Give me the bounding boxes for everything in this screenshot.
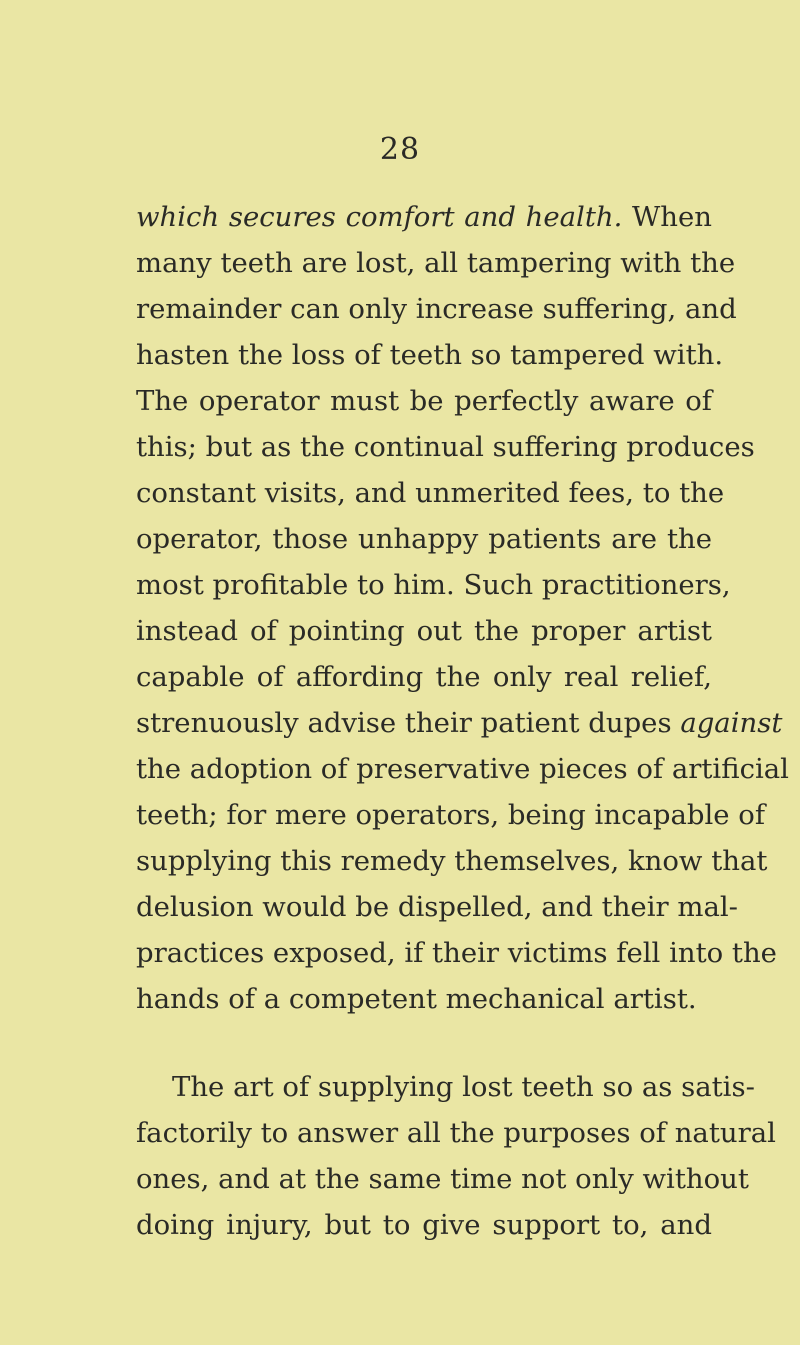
text-segment: supplying this remedy themselves, know that [136,845,768,877]
text-segment: operator, those unhappy patients are the [136,523,712,555]
text-line [136,1202,712,1248]
text-line [136,378,712,424]
text-line [136,470,725,516]
text-line [136,562,731,608]
text-line [136,516,712,562]
text-line [136,1156,749,1202]
text-line [136,838,768,884]
text-segment: practices exposed, if their victims fell into the [136,937,777,969]
text-segment: instead of pointing out the proper artist [136,615,712,647]
text-line [136,424,755,470]
text-segment: hands of a competent mechanical artist. [136,983,697,1015]
text-segment: remainder can only increase suffering, and [136,293,737,325]
text-segment: The art of supplying lost teeth so as satis- [172,1071,755,1103]
text-segment: hasten the loss of teeth so tampered with. [136,339,724,371]
text-segment: When [622,201,712,233]
text-line [136,194,712,240]
text-segment: many teeth are lost, all tampering with the [136,247,736,279]
text-line [136,976,712,1022]
text-segment: teeth; for mere operators, being incapable of [136,799,766,831]
text-segment: The operator must be perfectly aware of [136,385,712,417]
text-segment: the adoption of preservative pieces of artificial [136,753,789,785]
text-line [172,1064,755,1110]
italic-text: which secures comfort and health. [136,201,623,233]
text-segment: strenuously advise their patient dupes [136,707,681,739]
text-line [136,654,712,700]
text-line [136,1110,776,1156]
text-line [136,700,783,746]
text-segment: delusion would be dispelled, and their mal- [136,891,738,923]
italic-text: against [680,707,783,739]
text-line [136,240,736,286]
text-line [136,286,737,332]
text-line [136,792,766,838]
text-segment: most profitable to him. Such practitioners, [136,569,731,601]
text-line [136,746,789,792]
text-line [136,884,738,930]
text-segment: this; but as the continual suffering produces [136,431,755,463]
page-number: 28 [379,132,421,167]
text-segment: ones, and at the same time not only without [136,1163,749,1195]
text-line [136,930,777,976]
text-segment: factorily to answer all the purposes of natural [136,1117,776,1149]
text-segment: capable of affording the only real relief, [136,661,712,693]
text-line [136,332,724,378]
text-line [136,608,712,654]
text-segment: constant visits, and unmerited fees, to the [136,477,725,509]
text-segment: doing injury, but to give support to, and [136,1209,712,1241]
